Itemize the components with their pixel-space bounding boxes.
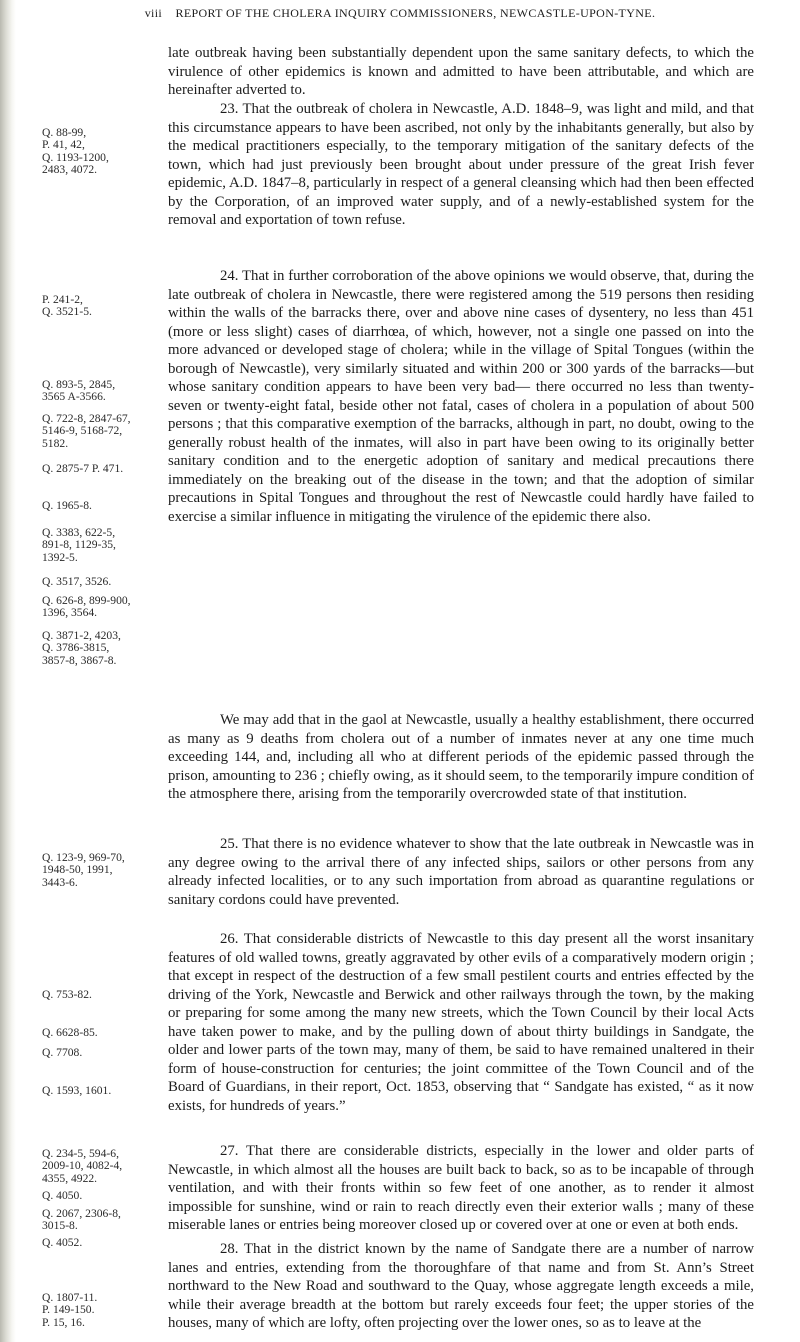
- margin-note: P. 241-2, Q. 3521-5.: [42, 293, 92, 319]
- margin-note: Q. 626-8, 899-900, 1396, 3564.: [42, 594, 131, 620]
- paragraph-gaol: [168, 711, 754, 804]
- paragraph-24: [168, 267, 754, 526]
- paragraph-text: 27. That there are considerable districts, especially in the lower and older parts of Newcastle, in which almost all the houses are built back to back, so as to be incapable of through ventilation, and with their fronts within so few feet of one another, as to render it almost impossible for sunshine, wind or rain to reach directly even their exterior walls ; many of these miserable lanes or entries being moreover closed up or covered over at one or even at both ends.: [168, 1143, 754, 1233]
- margin-note: Q. 6628-85.: [42, 1026, 98, 1039]
- paragraph-26: [168, 930, 754, 1115]
- margin-note: Q. 1593, 1601.: [42, 1084, 112, 1097]
- paragraph-25: [168, 835, 754, 909]
- margin-note: Q. 1965-8.: [42, 499, 92, 512]
- paragraph-text: 26. That considerable districts of Newcastle to this day present all the worst insanitary features of old walled towns, greatly aggravated by other evils of a comparatively modern origin ; that except in respect of the destruction of a few small pestilent courts and entries effected by the driving of the York, Newcastle and Berwick and other railways through the town, by the making or preparing for some among the many new streets, which the Town Council by their local Acts have taken power to make, and by the pulling down of about thirty buildings in Sandgate, the older and lower parts of the town may, many of them, be said to have remained unaltered in their form of house-construction for centuries; the joint committee of the Town Council and of the Board of Guardians, in their report, Oct. 1853, observing that “ Sandgate has existed, “ as it now exists, for hundreds of years.”: [168, 931, 754, 1114]
- margin-note: Q. 3871-2, 4203, Q. 3786-3815, 3857-8, 3867-8.: [42, 629, 121, 667]
- paragraph-continuation: [168, 44, 754, 100]
- margin-note: Q. 722-8, 2847-67, 5146-9, 5168-72, 5182.: [42, 412, 131, 450]
- margin-note: Q. 7708.: [42, 1046, 83, 1059]
- paragraph-text: 23. That the outbreak of cholera in Newcastle, A.D. 1848–9, was light and mild, and that this circumstance appears to have been ascribed, not only by the inhabitants generally, but also by the medical practitioners especially, to the temporary mitigation of the sanitary defects of the town, which had just previously been brought about under pressure of the great Irish fever epidemic, A.D. 1847–8, particularly in respect of a general cleansing which had then been effected by the Corporation, of an improved water supply, and of a newly-established system for the removal and exportation of town refuse.: [168, 101, 754, 228]
- margin-note: Q. 234-5, 594-6, 2009-10, 4082-4, 4355, 4922.: [42, 1147, 123, 1185]
- margin-note: Q. 123-9, 969-70, 1948-50, 1991, 3443-6.: [42, 851, 125, 889]
- margin-note: Q. 3517, 3526.: [42, 575, 112, 588]
- running-title: REPORT OF THE CHOLERA INQUIRY COMMISSIONERS, NEWCASTLE-UPON-TYNE.: [175, 6, 656, 20]
- margin-note: Q. 893-5, 2845, 3565 A-3566.: [42, 378, 116, 404]
- paragraph-text: 28. That in the district known by the name of Sandgate there are a number of narrow lanes and entries, extending from the thoroughfare of that name and from St. Ann’s Street northward to the New Road and southward to the Quay, whose aggregate length exceeds a mile, while their average breadth at the bottom but rarely exceeds four feet; the upper stories of the houses, many of which are lofty, often projecting over the lower ones, so as to leave at the: [168, 1241, 754, 1331]
- margin-note: Q. 88-99, P. 41, 42, Q. 1193-1200, 2483, 4072.: [42, 126, 109, 177]
- running-header: [0, 6, 800, 21]
- paragraph-text: 24. That in further corroboration of the above opinions we would observe, that, during the late outbreak of cholera in Newcastle, there were registered among the 519 persons then residing within the walls of the barracks there, over and above nine cases of dysentery, no less than 451 (more or less slight) cases of diarrhœa, of which, however, not a single one passed on into the more advanced or developed stage of cholera; while in the village of Spital Tongues (within the borough of Newcastle), very similarly situated and within 200 or 300 yards of the barracks—but whose sanitary condition appears to have been very bad— there occurred no less than twenty-seven or twenty-eight fatal, beside other not fatal, cases of cholera in a population of about 500 persons ; that this comparative exemption of the barracks, although in part, no doubt, owing to the generally robust health of the inmates, will also in part have been owing to its originally better sanitary condition and to the energetic adoption of sanitary and medical precautions there immediately on the breaking out of the disease in the town; and that the adoption of similar precautions in Spital Tongues and throughout the rest of Newcastle could hardly have failed to exercise a similar influence in mitigating the virulence of the epidemic there also.: [168, 268, 754, 525]
- margin-note: Q. 4052.: [42, 1236, 83, 1249]
- paragraph-text: 25. That there is no evidence whatever to show that the late outbreak in Newcastle was in any degree owing to the arrival there of any infected ships, sailors or other persons from any already infected localities, or to any such importation from abroad as quarantine regulations or sanitary cordons could have prevented.: [168, 836, 754, 908]
- paragraph-text: late outbreak having been substantially dependent upon the same sanitary defects, to which the virulence of other epidemics is known and admitted to have been attributable, and which are hereinafter adverted to.: [168, 45, 754, 98]
- page-number: viii: [144, 6, 163, 20]
- paragraph-23: [168, 100, 754, 230]
- margin-note: Q. 3383, 622-5, 891-8, 1129-35, 1392-5.: [42, 526, 116, 564]
- paragraph-27: [168, 1142, 754, 1235]
- paragraph-28: [168, 1240, 754, 1333]
- margin-note: Q. 1807-11. P. 149-150. P. 15, 16.: [42, 1291, 98, 1329]
- margin-note: Q. 753-82.: [42, 988, 92, 1001]
- margin-note: Q. 2875-7 P. 471.: [42, 462, 124, 475]
- page-binding-shadow: [0, 0, 16, 1342]
- margin-note: Q. 4050.: [42, 1189, 83, 1202]
- margin-note: Q. 2067, 2306-8, 3015-8.: [42, 1207, 121, 1233]
- paragraph-text: We may add that in the gaol at Newcastle, usually a healthy establishment, there occurred as many as 9 deaths from cholera out of a number of inmates never at any one time much exceeding 144, and, including all who at different periods of the epidemic passed through the prison, amounting to 236 ; chiefly owing, as it should seem, to the temporarily impure condition of the atmosphere there, arising from the temporarily overcrowded state of that institution.: [168, 712, 754, 802]
